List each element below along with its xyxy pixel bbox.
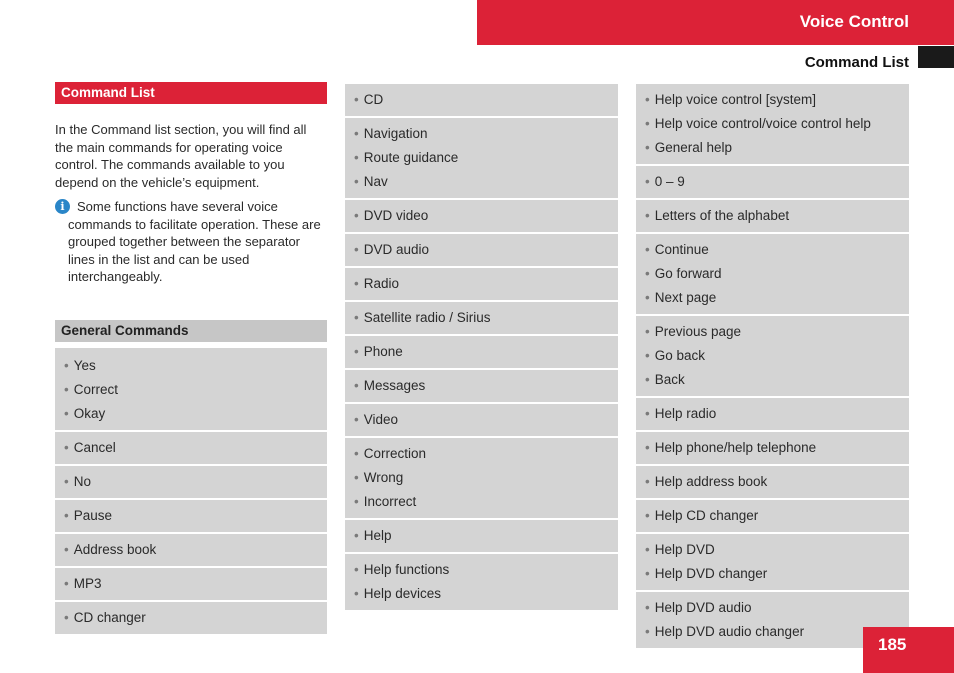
bullet-icon: • [354, 92, 359, 107]
command-item [354, 170, 618, 194]
command-text: Next page [654, 290, 717, 305]
command-item [645, 320, 909, 344]
command-text: Nav [363, 174, 388, 189]
command-text: Phone [363, 344, 403, 359]
bullet-icon: • [354, 412, 359, 427]
command-text: Help [363, 528, 392, 543]
command-text: DVD video [363, 208, 429, 223]
command-group [345, 334, 618, 368]
command-text: 0 – 9 [654, 174, 685, 189]
page-number-box [863, 627, 954, 673]
command-text: Okay [73, 405, 106, 421]
command-group [636, 82, 909, 164]
command-text: Correct [73, 381, 118, 397]
command-text: Correction [363, 446, 427, 461]
bullet-icon: • [645, 624, 650, 639]
command-group [55, 498, 327, 532]
command-group [55, 348, 327, 430]
command-group [345, 436, 618, 518]
command-text: Go back [654, 348, 706, 363]
command-item [354, 558, 618, 582]
command-item [354, 408, 618, 432]
command-text: Incorrect [363, 494, 417, 509]
command-item [64, 378, 327, 402]
section-title: Voice Control [799, 12, 909, 31]
command-text: Cancel [73, 439, 116, 455]
command-group [636, 164, 909, 198]
command-group [636, 498, 909, 532]
command-item [645, 112, 909, 136]
command-item [645, 136, 909, 160]
bullet-icon: • [645, 372, 650, 387]
command-group [636, 198, 909, 232]
command-text: Help voice control/voice control help [654, 116, 871, 131]
command-text: CD changer [73, 609, 146, 625]
bullet-icon: • [64, 473, 69, 489]
bullet-icon: • [645, 406, 650, 421]
command-text: Help address book [654, 474, 768, 489]
command-group [345, 232, 618, 266]
bullet-icon: • [645, 116, 650, 131]
command-text: Route guidance [363, 150, 459, 165]
command-group [55, 600, 327, 634]
general-commands-heading: General Commands [55, 320, 327, 342]
command-text: Help DVD audio [654, 600, 752, 615]
command-text: MP3 [73, 575, 102, 591]
command-item [354, 374, 618, 398]
bullet-icon: • [645, 290, 650, 305]
command-item [354, 490, 618, 514]
command-item [645, 470, 909, 494]
bullet-icon: • [64, 541, 69, 557]
intro-paragraph: In the Command list section, you will find all the main commands for operating voice control. The commands available to you depend on the vehicle’s equipment. [55, 122, 307, 190]
command-text: Help devices [363, 586, 442, 601]
subsection-title: Command List [804, 54, 909, 71]
command-item [645, 286, 909, 310]
bullet-icon: • [645, 474, 650, 489]
command-item [354, 524, 618, 548]
bullet-icon: • [354, 242, 359, 257]
command-text: Navigation [363, 126, 428, 141]
command-item [354, 466, 618, 490]
bullet-icon: • [645, 208, 650, 223]
bullet-icon: • [645, 140, 650, 155]
command-text: Go forward [654, 266, 722, 281]
command-item [645, 562, 909, 586]
bullet-icon: • [354, 562, 359, 577]
command-item [645, 436, 909, 460]
command-text: Help DVD [654, 542, 715, 557]
command-group [55, 464, 327, 498]
command-text: DVD audio [363, 242, 430, 257]
bullet-icon: • [354, 446, 359, 461]
command-text: Help DVD changer [654, 566, 768, 581]
command-item [64, 606, 327, 630]
bullet-icon: • [645, 542, 650, 557]
command-group [345, 518, 618, 552]
column-commands-3 [636, 82, 909, 648]
info-icon: i [55, 199, 70, 214]
bullet-icon: • [645, 600, 650, 615]
command-item [354, 238, 618, 262]
command-group [345, 82, 618, 116]
command-text: Continue [654, 242, 709, 257]
bullet-icon: • [354, 126, 359, 141]
command-text: Satellite radio / Sirius [363, 310, 491, 325]
command-group [345, 198, 618, 232]
command-text: General help [654, 140, 733, 155]
page-number: 185 [878, 635, 907, 654]
command-item [645, 538, 909, 562]
command-item [645, 170, 909, 194]
command-item [645, 368, 909, 392]
command-item [645, 204, 909, 228]
command-item [64, 504, 327, 528]
bullet-icon: • [354, 494, 359, 509]
command-text: Back [654, 372, 685, 387]
bullet-icon: • [354, 378, 359, 393]
command-item [354, 122, 618, 146]
bullet-icon: • [645, 92, 650, 107]
command-group [345, 402, 618, 436]
command-text: Help CD changer [654, 508, 759, 523]
commands-list-2 [345, 82, 618, 610]
general-commands-list [55, 348, 327, 634]
bullet-icon: • [354, 344, 359, 359]
command-text: Help DVD audio changer [654, 624, 805, 639]
command-item [645, 262, 909, 286]
command-item [64, 402, 327, 426]
header-band [477, 0, 954, 45]
commands-list-3 [636, 82, 909, 648]
bullet-icon: • [64, 381, 69, 397]
command-item [354, 340, 618, 364]
command-group [636, 314, 909, 396]
command-item [645, 504, 909, 528]
command-item [354, 204, 618, 228]
command-group [345, 266, 618, 300]
command-item [645, 238, 909, 262]
command-item [354, 442, 618, 466]
bullet-icon: • [354, 586, 359, 601]
column-commands-2 [345, 82, 618, 610]
bullet-icon: • [645, 324, 650, 339]
bullet-icon: • [354, 470, 359, 485]
command-text: Help phone/help telephone [654, 440, 817, 455]
bullet-icon: • [645, 508, 650, 523]
command-item [354, 88, 618, 112]
command-text: Wrong [363, 470, 404, 485]
command-item [354, 146, 618, 170]
bullet-icon: • [645, 266, 650, 281]
command-item [645, 344, 909, 368]
command-text: Radio [363, 276, 400, 291]
command-item [354, 582, 618, 606]
bullet-icon: • [64, 507, 69, 523]
bullet-icon: • [64, 405, 69, 421]
bullet-icon: • [354, 174, 359, 189]
bullet-icon: • [354, 208, 359, 223]
command-group [636, 396, 909, 430]
command-text: Previous page [654, 324, 742, 339]
bullet-icon: • [645, 566, 650, 581]
command-item [645, 596, 909, 620]
column-intro [55, 82, 327, 634]
command-text: Pause [73, 507, 113, 523]
bullet-icon: • [64, 357, 69, 373]
command-item [64, 538, 327, 562]
command-text: Address book [73, 541, 157, 557]
command-text: Help voice control [system] [654, 92, 817, 107]
command-item [354, 272, 618, 296]
command-item [64, 354, 327, 378]
command-item [645, 402, 909, 426]
command-text: No [73, 473, 91, 489]
command-item [354, 306, 618, 330]
command-item [64, 572, 327, 596]
info-note [55, 198, 327, 286]
section-tab-marker [918, 46, 954, 68]
bullet-icon: • [354, 528, 359, 543]
command-text: Yes [73, 357, 96, 373]
command-group [345, 116, 618, 198]
bullet-icon: • [64, 575, 69, 591]
command-text: Video [363, 412, 399, 427]
bullet-icon: • [354, 150, 359, 165]
command-group [345, 300, 618, 334]
bullet-icon: • [354, 276, 359, 291]
bullet-icon: • [645, 174, 650, 189]
command-group [55, 532, 327, 566]
command-item [64, 470, 327, 494]
bullet-icon: • [645, 440, 650, 455]
command-text: Help radio [654, 406, 717, 421]
command-group [636, 232, 909, 314]
command-text: Messages [363, 378, 426, 393]
command-item [645, 88, 909, 112]
command-text: Help functions [363, 562, 450, 577]
command-group [55, 566, 327, 600]
command-group [55, 430, 327, 464]
bullet-icon: • [645, 242, 650, 257]
command-group [345, 552, 618, 610]
bullet-icon: • [64, 609, 69, 625]
command-group [636, 430, 909, 464]
bullet-icon: • [64, 439, 69, 455]
command-group [636, 464, 909, 498]
info-note-text: Some functions have several voice commands to facilitate operation. These are grouped together between the separator lines in the list and can be used interchangeably. [68, 199, 321, 284]
command-group [636, 532, 909, 590]
command-text: Letters of the alphabet [654, 208, 790, 223]
command-item [64, 436, 327, 460]
command-text: CD [363, 92, 384, 107]
command-list-heading: Command List [55, 82, 327, 104]
bullet-icon: • [645, 348, 650, 363]
command-group [345, 368, 618, 402]
bullet-icon: • [354, 310, 359, 325]
